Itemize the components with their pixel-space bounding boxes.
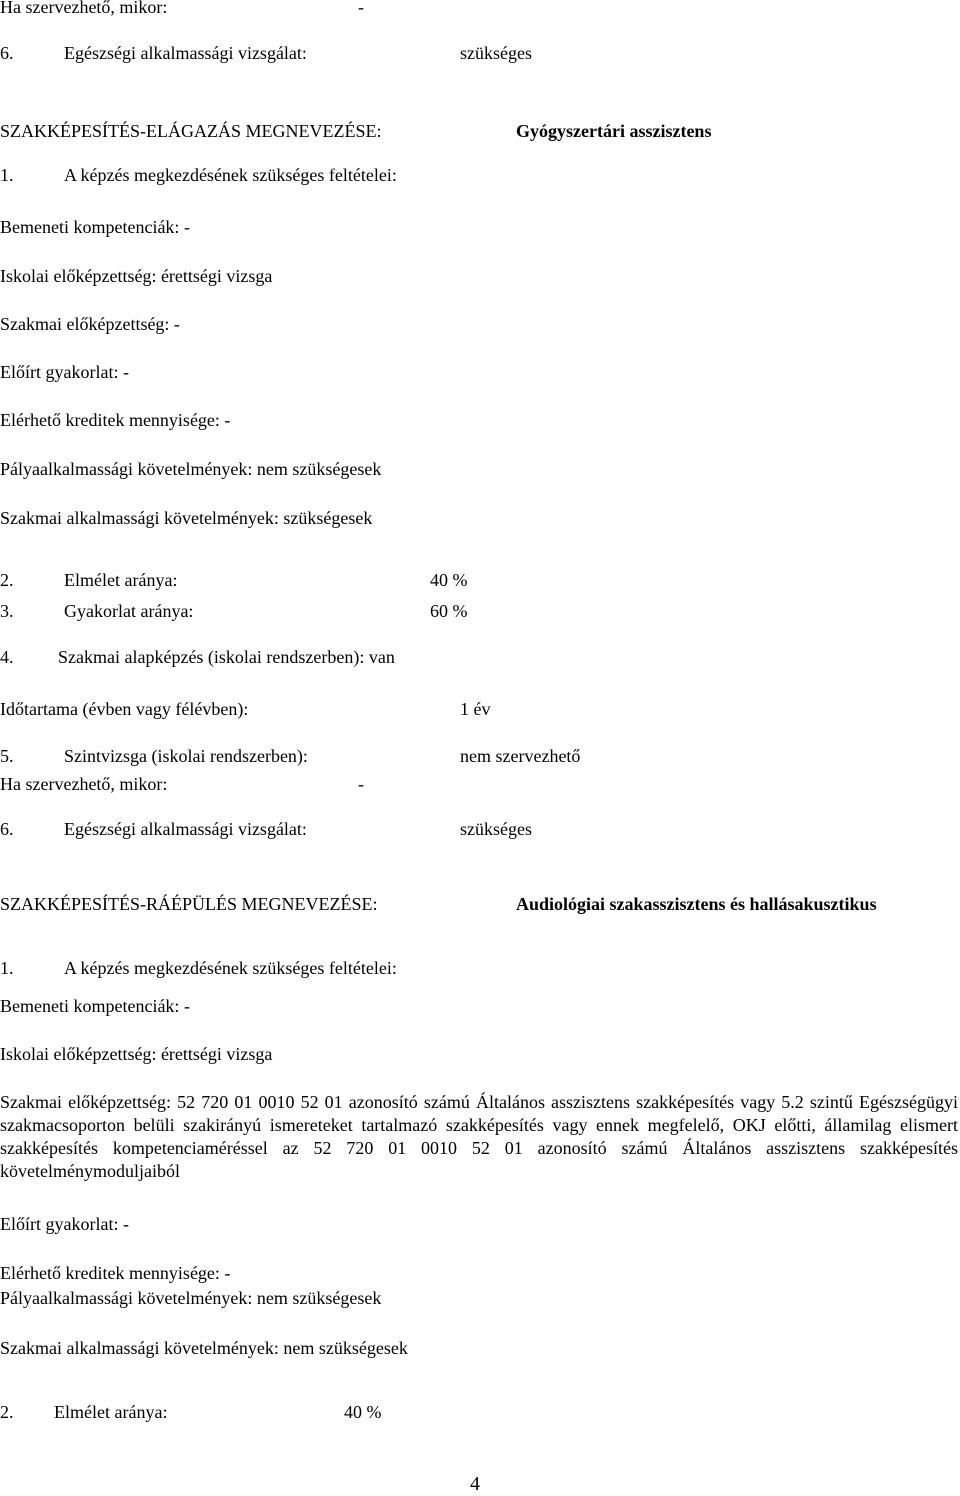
section-b-szakmai-alkalmassagi: Szakmai alkalmassági követelmények: nem szükségesek [0, 1338, 408, 1358]
section-a-bemeneti: Bemeneti kompetenciák: - [0, 217, 190, 237]
section-a-egeszsegi-num: 6. [0, 819, 14, 839]
section-a-szervezheto-value: - [358, 774, 364, 794]
section-a-szintvizsga-num: 5. [0, 746, 14, 766]
section-a-szintvizsga-value: nem szervezhető [460, 746, 581, 766]
section-a-szakmai-elokepzettseg: Szakmai előképzettség: - [0, 314, 180, 334]
section-a-gyakorlat-value: 60 % [430, 601, 468, 621]
section-a-gyakorlat-num: 3. [0, 601, 14, 621]
szervezheto-value: - [358, 0, 364, 17]
section-a-elmelet-num: 2. [0, 570, 14, 590]
section-b-eloirt-gyakorlat: Előírt gyakorlat: - [0, 1214, 129, 1234]
section-b-elmelet-num: 2. [0, 1402, 14, 1422]
section-b-item1-num: 1. [0, 958, 14, 978]
section-a-gyakorlat-label: Gyakorlat aránya: [64, 601, 194, 621]
section-a-szervezheto-label: Ha szervezhető, mikor: [0, 774, 168, 794]
section-b-kreditek: Elérhető kreditek mennyisége: - [0, 1263, 231, 1283]
section-a-heading-label: SZAKKÉPESÍTÉS-ELÁGAZÁS MEGNEVEZÉSE: [0, 121, 382, 141]
section-a-iskolai: Iskolai előképzettség: érettségi vizsga [0, 266, 273, 286]
section-a-szakmai-alkalmassagi: Szakmai alkalmassági követelmények: szükségesek [0, 508, 373, 528]
section-b-elmelet-value: 40 % [344, 1402, 382, 1422]
section-a-elmelet-value: 40 % [430, 570, 468, 590]
section-a-szintvizsga-label: Szintvizsga (iskolai rendszerben): [64, 746, 308, 766]
section-b-heading-value: Audiológiai szakasszisztens és hallásakusztikus [516, 894, 877, 914]
section-a-item1-num: 1. [0, 165, 14, 185]
section-b-szakmai-elokepzettseg: Szakmai előképzettség: 52 720 01 0010 52 01 azonosító számú Általános asszisztens szakképesítés vagy 5.2 szintű Egészségügyi szakmacsoporton belüli szakirányú ismereteket tartalmazó szakképesítés vagy ennek megfelelő, OKJ előtti, államilag elismert szakképesítés kompetenciaméréssel az 52 720 01 0010 52 01 azonosító számú Általános asszisztens szakképesítés követelménymoduljaiból [0, 1092, 958, 1181]
szervezheto-label: Ha szervezhető, mikor: [0, 0, 168, 17]
section-b-bemeneti: Bemeneti kompetenciák: - [0, 996, 190, 1016]
section-b-heading-label: SZAKKÉPESÍTÉS-RÁÉPÜLÉS MEGNEVEZÉSE: [0, 894, 378, 914]
egeszsegi-value: szükséges [460, 43, 532, 63]
section-a-idotartam-label: Időtartama (évben vagy félévben): [0, 699, 249, 719]
egeszsegi-label: Egészségi alkalmassági vizsgálat: [64, 43, 307, 63]
section-b-item1-label: A képzés megkezdésének szükséges feltételei: [64, 958, 397, 978]
page-number: 4 [470, 1473, 480, 1495]
section-b-elmelet-label: Elmélet aránya: [54, 1402, 168, 1422]
section-a-alapkepzes-num: 4. [0, 647, 14, 667]
section-a-kreditek: Elérhető kreditek mennyisége: - [0, 410, 231, 430]
section-a-palyaalkalmassagi: Pályaalkalmassági követelmények: nem szükségesek [0, 459, 382, 479]
section-a-elmelet-label: Elmélet aránya: [64, 570, 178, 590]
egeszsegi-num: 6. [0, 43, 14, 63]
section-a-egeszsegi-label: Egészségi alkalmassági vizsgálat: [64, 819, 307, 839]
section-b-iskolai: Iskolai előképzettség: érettségi vizsga [0, 1044, 273, 1064]
section-a-egeszsegi-value: szükséges [460, 819, 532, 839]
section-a-heading-value: Gyógyszertári asszisztens [516, 121, 712, 141]
section-a-alapkepzes-label: Szakmai alapképzés (iskolai rendszerben): van [58, 647, 395, 667]
section-b-palyaalkalmassagi: Pályaalkalmassági követelmények: nem szükségesek [0, 1288, 382, 1308]
section-a-eloirt-gyakorlat: Előírt gyakorlat: - [0, 362, 129, 382]
section-a-item1-label: A képzés megkezdésének szükséges feltételei: [64, 165, 397, 185]
section-a-idotartam-value: 1 év [460, 699, 491, 719]
